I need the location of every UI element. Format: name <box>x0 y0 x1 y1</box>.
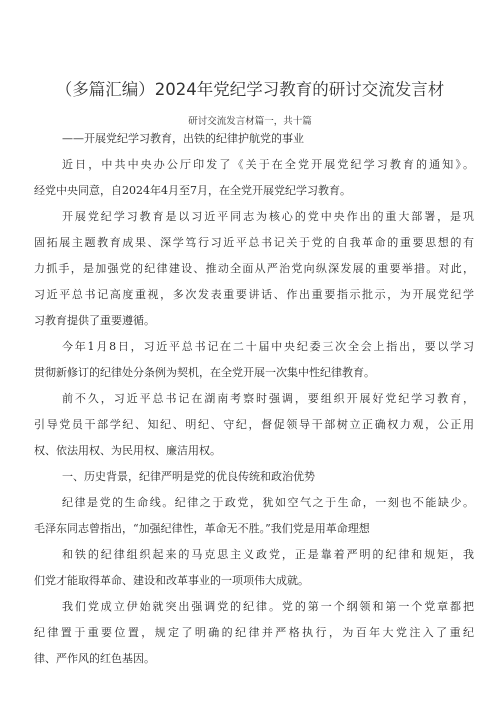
paragraph-line: 律、严作风的红色基因。 <box>34 652 155 665</box>
paragraph-line: 和铁的纪律组织起来的马克思主义政党，正是靠着严明的纪律和规矩，我 <box>62 548 474 561</box>
paragraph-line: 权、依法用权、为民用权、廉洁用权。 <box>34 444 221 457</box>
document-subtitle: 研讨交流发言材篇一，共十篇 <box>188 116 312 127</box>
paragraph-line: 习近平总书记高度重视，多次发表重要讲话、作出重要指示批示，为开展党纪学 <box>34 288 474 301</box>
paragraph-line: 开展党纪学习教育是以习近平同志为核心的党中央作出的重大部署，是巩 <box>62 210 474 223</box>
paragraph-line: 引导党员干部学纪、知纪、明纪、守纪，督促领导干部树立正确权力观，公正用 <box>34 418 474 431</box>
paragraph-line: 贯彻新修订的纪律处分条例为契机，在全党开展一次集中性纪律教育。 <box>34 366 375 379</box>
paragraph-line: 经党中央同意，自2024年4月至7月，在全党开展党纪学习教育。 <box>34 184 351 197</box>
paragraph-line: 们党才能取得革命、建设和改革事业的一项项伟大成就。 <box>34 574 309 587</box>
paragraph-line: 今年1月8日，习近平总书记在二十届中央纪委三次全会上指出，要以学习 <box>62 340 474 353</box>
paragraph-line: 力抓手，是加强党的纪律建设、推动全面从严治党向纵深发展的重要举措。对此， <box>34 262 474 275</box>
paragraph-line: 毛泽东同志曾指出，“加强纪律性，革命无不胜。”我们党是用革命理想 <box>34 522 370 535</box>
paragraph-line: 固拓展主题教育成果、深学笃行习近平总书记关于党的自我革命的重要思想的有 <box>34 236 474 249</box>
section-heading: 一、历史背景，纪律严明是党的优良传统和政治优势 <box>62 470 315 483</box>
document-title: （多篇汇编）2024年党纪学习教育的研讨交流发言材 <box>55 80 445 99</box>
paragraph-line: 我们党成立伊始就突出强调党的纪律。党的第一个纲领和第一个党章都把 <box>62 600 474 613</box>
paragraph-line: 习教育提供了重要遵循。 <box>34 314 155 327</box>
paragraph-line: 纪律置于重要位置，规定了明确的纪律并严格执行，为百年大党注入了重纪 <box>34 626 474 639</box>
paragraph-line: ——开展党纪学习教育，出铁的纪律护航党的事业 <box>62 132 304 145</box>
paragraph-line: 前不久，习近平总书记在湖南考察时强调，要组织开展好党纪学习教育， <box>62 392 474 405</box>
paragraph-line: 近日，中共中央办公厅印发了《关于在全党开展党纪学习教育的通知》。 <box>62 158 474 171</box>
paragraph-line: 纪律是党的生命线。纪律之于政党，犹如空气之于生命，一刻也不能缺少。 <box>62 496 474 509</box>
